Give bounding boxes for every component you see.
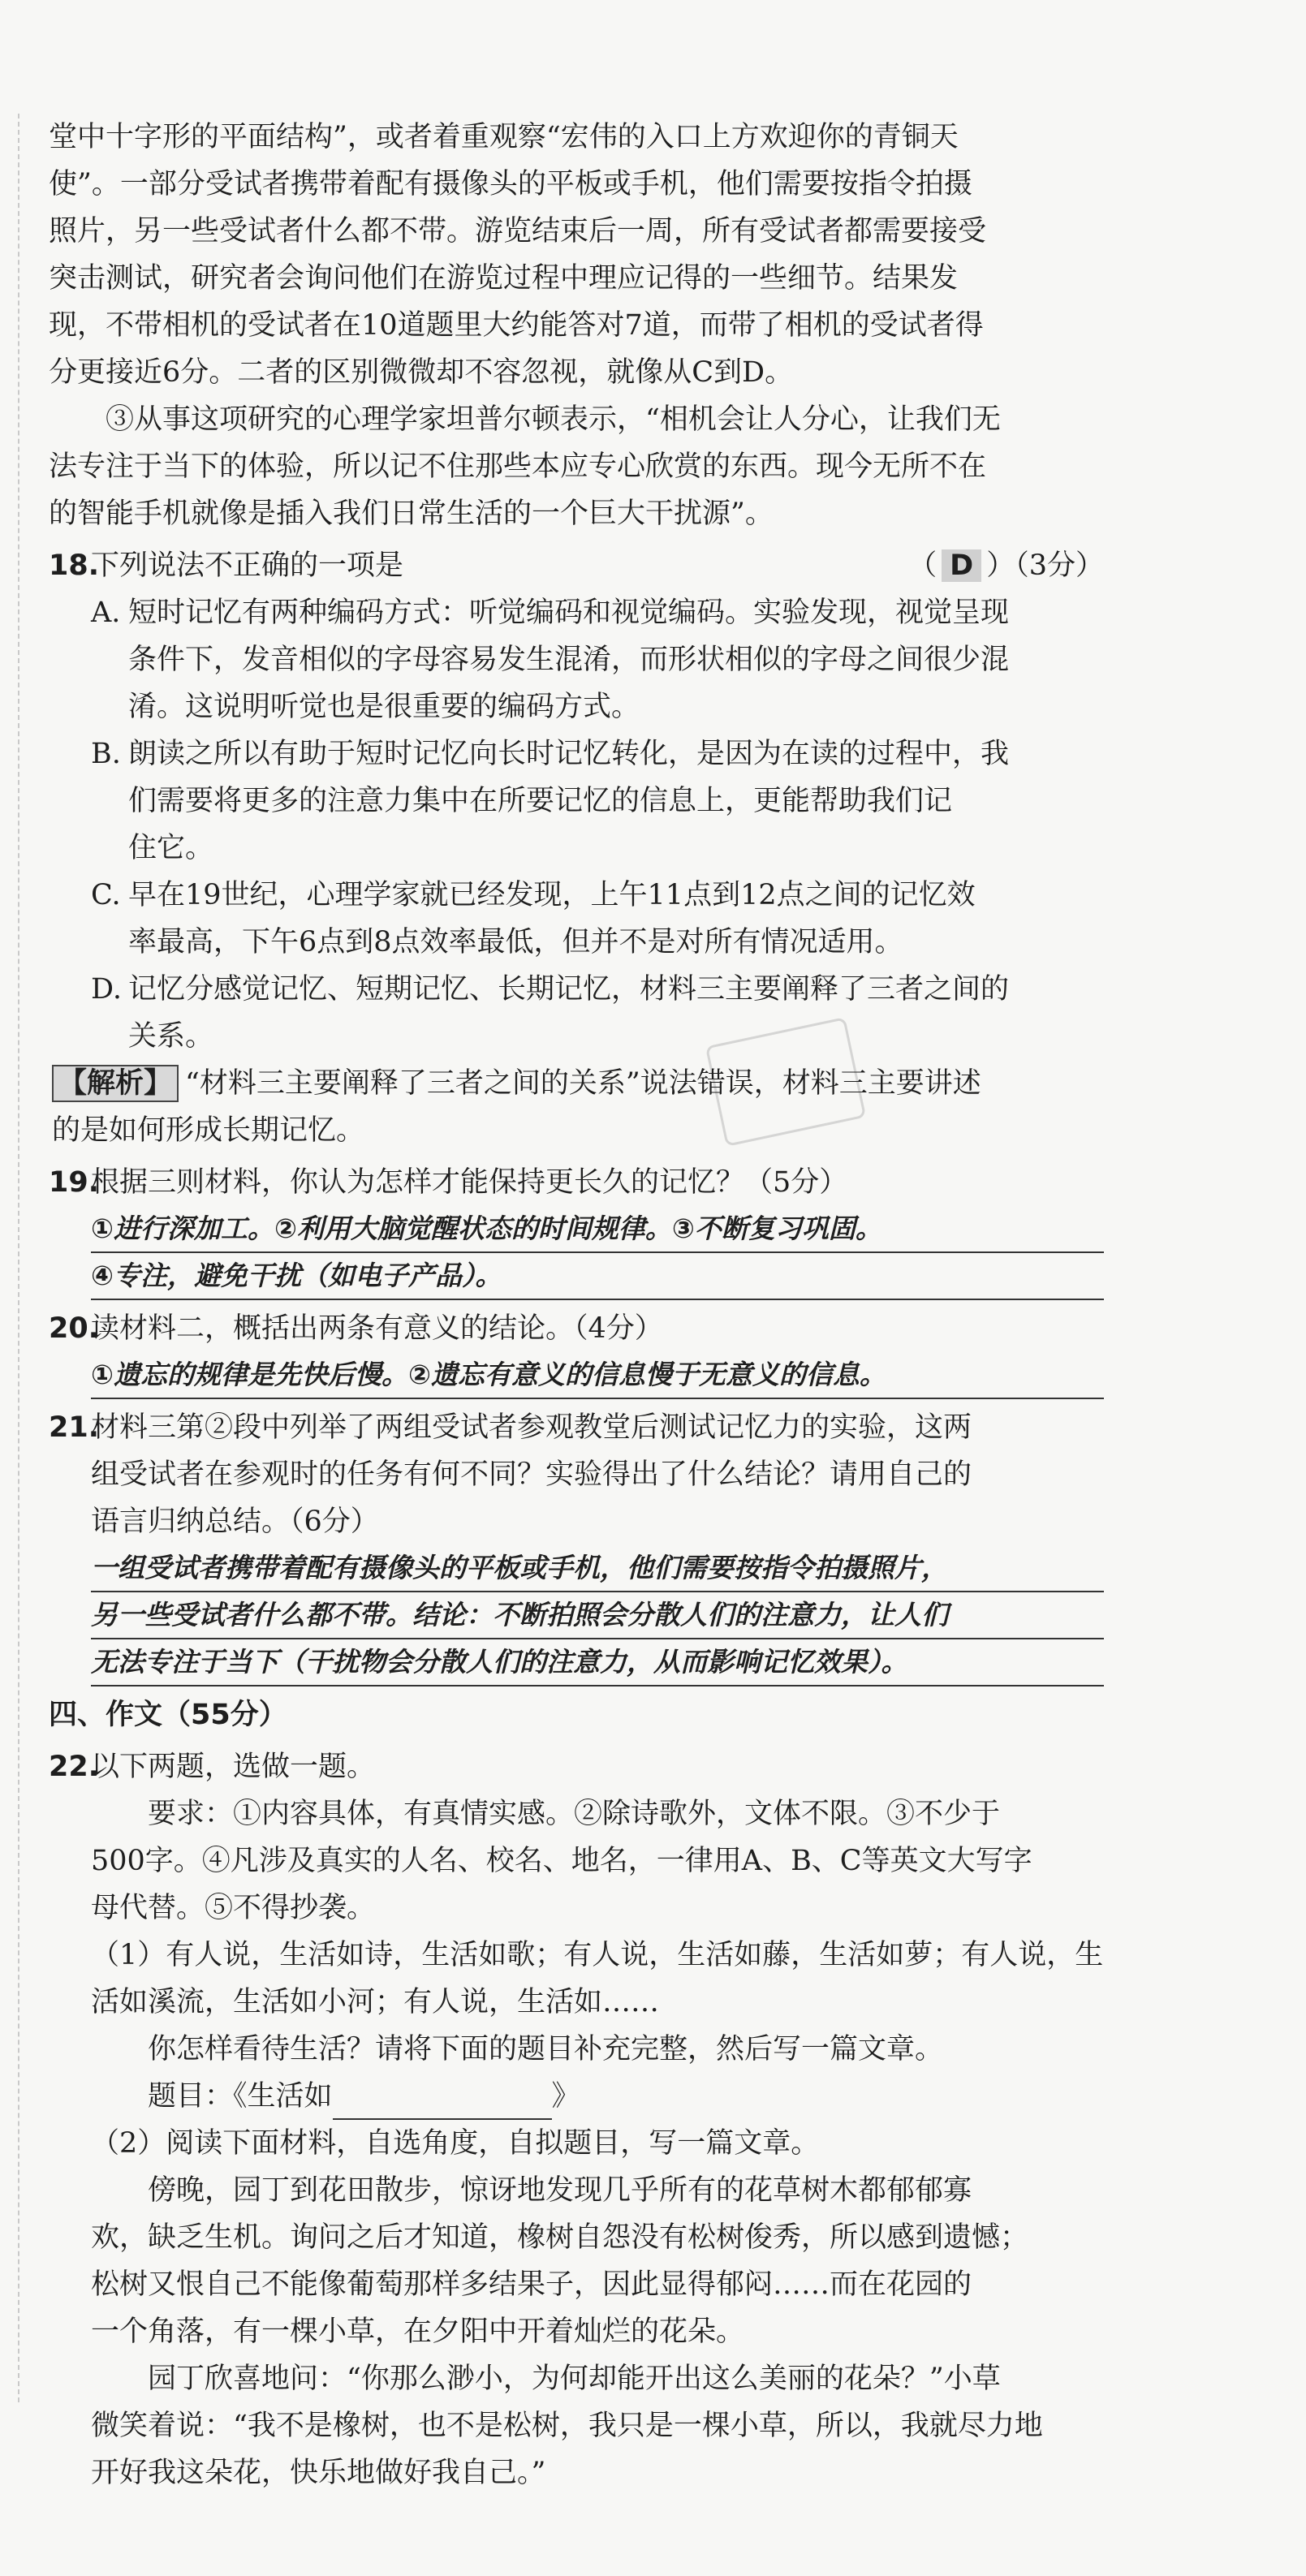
text-line: ③从事这项研究的心理学家坦普尔顿表示，“相机会让人分心，让我们无: [106, 403, 1001, 436]
question-number: 21.: [49, 1411, 100, 1444]
question-text-line: 材料三第②段中列举了两组受试者参观教堂后测试记忆力的实验，这两: [91, 1411, 972, 1444]
answer-box: D: [942, 549, 981, 582]
option-line: 记忆分感觉记忆、短期记忆、长期记忆，材料三主要阐释了三者之间的: [128, 973, 1010, 1006]
analysis-label: 【解析】: [52, 1065, 179, 1102]
answer-and-score: （ D ）（3分）: [908, 549, 1104, 582]
requirement-line: 500字。④凡涉及真实的人名、校名、地名，一律用A、B、C等英文大写字: [91, 1845, 1032, 1877]
passage-paragraph-1: [49, 114, 1104, 396]
section-heading: 四、作文（55分）: [49, 1699, 287, 1731]
option-line: 朗读之所以有助于短时记忆向长时记忆转化，是因为在读的过程中，我: [128, 738, 1010, 770]
question-text: 读材料二，概括出两条有意义的结论。（4分）: [91, 1312, 663, 1345]
essay-requirements: [49, 1790, 1104, 1932]
material-line: 园丁欣喜地问：“你那么渺小，为何却能开出这么美丽的花朵？”小草: [148, 2363, 1001, 2395]
question-text: 以下两题，选做一题。: [91, 1751, 376, 1783]
option-line: 短时记忆有两种编码方式：听觉编码和视觉编码。实验发现，视觉呈现: [128, 597, 1010, 629]
question-number: 18.: [49, 549, 100, 582]
passage-paragraph-3: [49, 396, 1104, 537]
option-b: [49, 730, 1104, 872]
question-text: 根据三则材料，你认为怎样才能保持更长久的记忆？（5分）: [91, 1166, 848, 1199]
option-line: 们需要将更多的注意力集中在所要记忆的信息上，更能帮助我们记: [128, 785, 953, 817]
answer-line: 无法专注于当下（干扰物会分散人们的注意力，从而影响记忆效果）。: [91, 1639, 1104, 1686]
option-line: 淆。这说明听觉也是很重要的编码方式。: [128, 691, 640, 723]
option-d: [49, 966, 1104, 1060]
topic-heading: （2）阅读下面材料，自选角度，自拟题目，写一篇文章。: [91, 2127, 820, 2160]
answer-line: 另一些受试者什么都不带。结论：不断拍照会分散人们的注意力，让人们: [91, 1592, 1104, 1639]
question-number: 22.: [49, 1751, 100, 1783]
analysis-line: 的是如何形成长期记忆。: [52, 1114, 365, 1147]
score-label: （3分）: [1015, 549, 1104, 582]
question-text: 下列说法不正确的一项是: [91, 549, 404, 582]
question-19: [49, 1159, 1104, 1206]
answer-line: ①遗忘的规律是先快后慢。②遗忘有意义的信息慢于无意义的信息。: [91, 1352, 1104, 1399]
handwritten-answer-21: [49, 1545, 1104, 1686]
option-a: [49, 589, 1104, 730]
option-line: 住它。: [128, 832, 214, 864]
option-line: 条件下，发音相似的字母容易发生混淆，而形状相似的字母之间很少混: [128, 644, 1010, 676]
requirement-line: 要求：①内容具体，有真情实感。②除诗歌外，文体不限。③不少于: [148, 1798, 1001, 1830]
handwritten-answer-19: [49, 1206, 1104, 1300]
answer-line: 一组受试者携带着配有摄像头的平板或手机，他们需要按指令拍摄照片，: [91, 1545, 1104, 1592]
topic-line: （1）有人说，生活如诗，生活如歌；有人说，生活如藤，生活如萝；有人说，生: [91, 1939, 1104, 1971]
material-line: 开好我这朵花，快乐地做好我自己。”: [91, 2457, 546, 2489]
title-blank[interactable]: [333, 2084, 552, 2120]
question-text-line: 语言归纳总结。（6分）: [91, 1506, 379, 1538]
answer-line: ④专注，避免干扰（如电子产品）。: [91, 1253, 1104, 1300]
option-c: [49, 872, 1104, 966]
option-label: B.: [91, 738, 121, 770]
question-number: 20.: [49, 1312, 100, 1345]
question-22: [49, 1743, 1104, 1790]
title-suffix: 》: [551, 2080, 580, 2113]
option-label: A.: [91, 597, 121, 629]
material-line: 傍晚，园丁到花田散步，惊讶地发现几乎所有的花草树木都郁郁寡: [148, 2174, 972, 2207]
material-line: 欢，缺乏生机。询问之后才知道，橡树自怨没有松树俊秀，所以感到遗憾；: [91, 2221, 1029, 2254]
text-line: 分更接近6分。二者的区别微微却不容忽视，就像从C到D。: [49, 356, 794, 389]
margin-dashed-rule: [18, 114, 19, 2402]
text-line: 使”。一部分受试者携带着配有摄像头的平板或手机，他们需要按指令拍摄: [49, 168, 972, 200]
material-line: 一个角落，有一棵小草，在夕阳中开着灿烂的花朵。: [91, 2315, 745, 2348]
exam-page: [49, 114, 1104, 2496]
text-line: 照片，另一些受试者什么都不带。游览结束后一周，所有受试者都需要接受: [49, 215, 987, 248]
material-line: 松树又恨自己不能像葡萄那样多结果子，因此显得郁闷……而在花园的: [91, 2268, 972, 2301]
answer-line: ①进行深加工。②利用大脑觉醒状态的时间规律。③不断复习巩固。: [91, 1206, 1104, 1253]
analysis-line: “材料三主要阐释了三者之间的关系”说法错误，材料三主要讲述: [185, 1067, 981, 1100]
title-prefix: 题目：《生活如: [148, 2080, 333, 2113]
option-line: 关系。: [128, 1020, 214, 1053]
option-label: D.: [91, 973, 122, 1006]
material-line: 微笑着说：“我不是橡树，也不是松树，我只是一棵小草，所以，我就尽力地: [91, 2410, 1043, 2442]
option-label: C.: [91, 879, 121, 911]
option-line: 早在19世纪，心理学家就已经发现，上午11点到12点之间的记忆效: [128, 879, 976, 911]
topic-title: [91, 2073, 1104, 2120]
topic-prompt: 你怎样看待生活？请将下面的题目补充完整，然后写一篇文章。: [148, 2033, 944, 2066]
question-text-line: 组受试者在参观时的任务有何不同？实验得出了什么结论？请用自己的: [91, 1458, 972, 1491]
text-line: 堂中十字形的平面结构”，或者着重观察“宏伟的入口上方欢迎你的青铜天: [49, 121, 959, 153]
question-20: [49, 1305, 1104, 1352]
option-line: 率最高，下午6点到8点效率最低，但并不是对所有情况适用。: [128, 926, 903, 958]
text-line: 突击测试，研究者会询问他们在游览过程中理应记得的一些细节。结果发: [49, 262, 959, 295]
essay-topic-2: [49, 2120, 1104, 2496]
question-18: [49, 542, 1104, 589]
question-21: [49, 1404, 1104, 1545]
text-line: 的智能手机就像是插入我们日常生活的一个巨大干扰源”。: [49, 498, 774, 530]
question-number: 19.: [49, 1166, 100, 1199]
text-line: 法专注于当下的体验，所以记不住那些本应专心欣赏的东西。现今无所不在: [49, 450, 987, 483]
requirement-line: 母代替。⑤不得抄袭。: [91, 1892, 376, 1924]
handwritten-answer-20: [49, 1352, 1104, 1399]
text-line: 现，不带相机的受试者在10道题里大约能答对7道，而带了相机的受试者得: [49, 309, 984, 342]
essay-topic-1: [49, 1932, 1104, 2120]
analysis: [49, 1060, 1104, 1154]
topic-line: 活如溪流，生活如小河；有人说，生活如……: [91, 1986, 660, 2018]
